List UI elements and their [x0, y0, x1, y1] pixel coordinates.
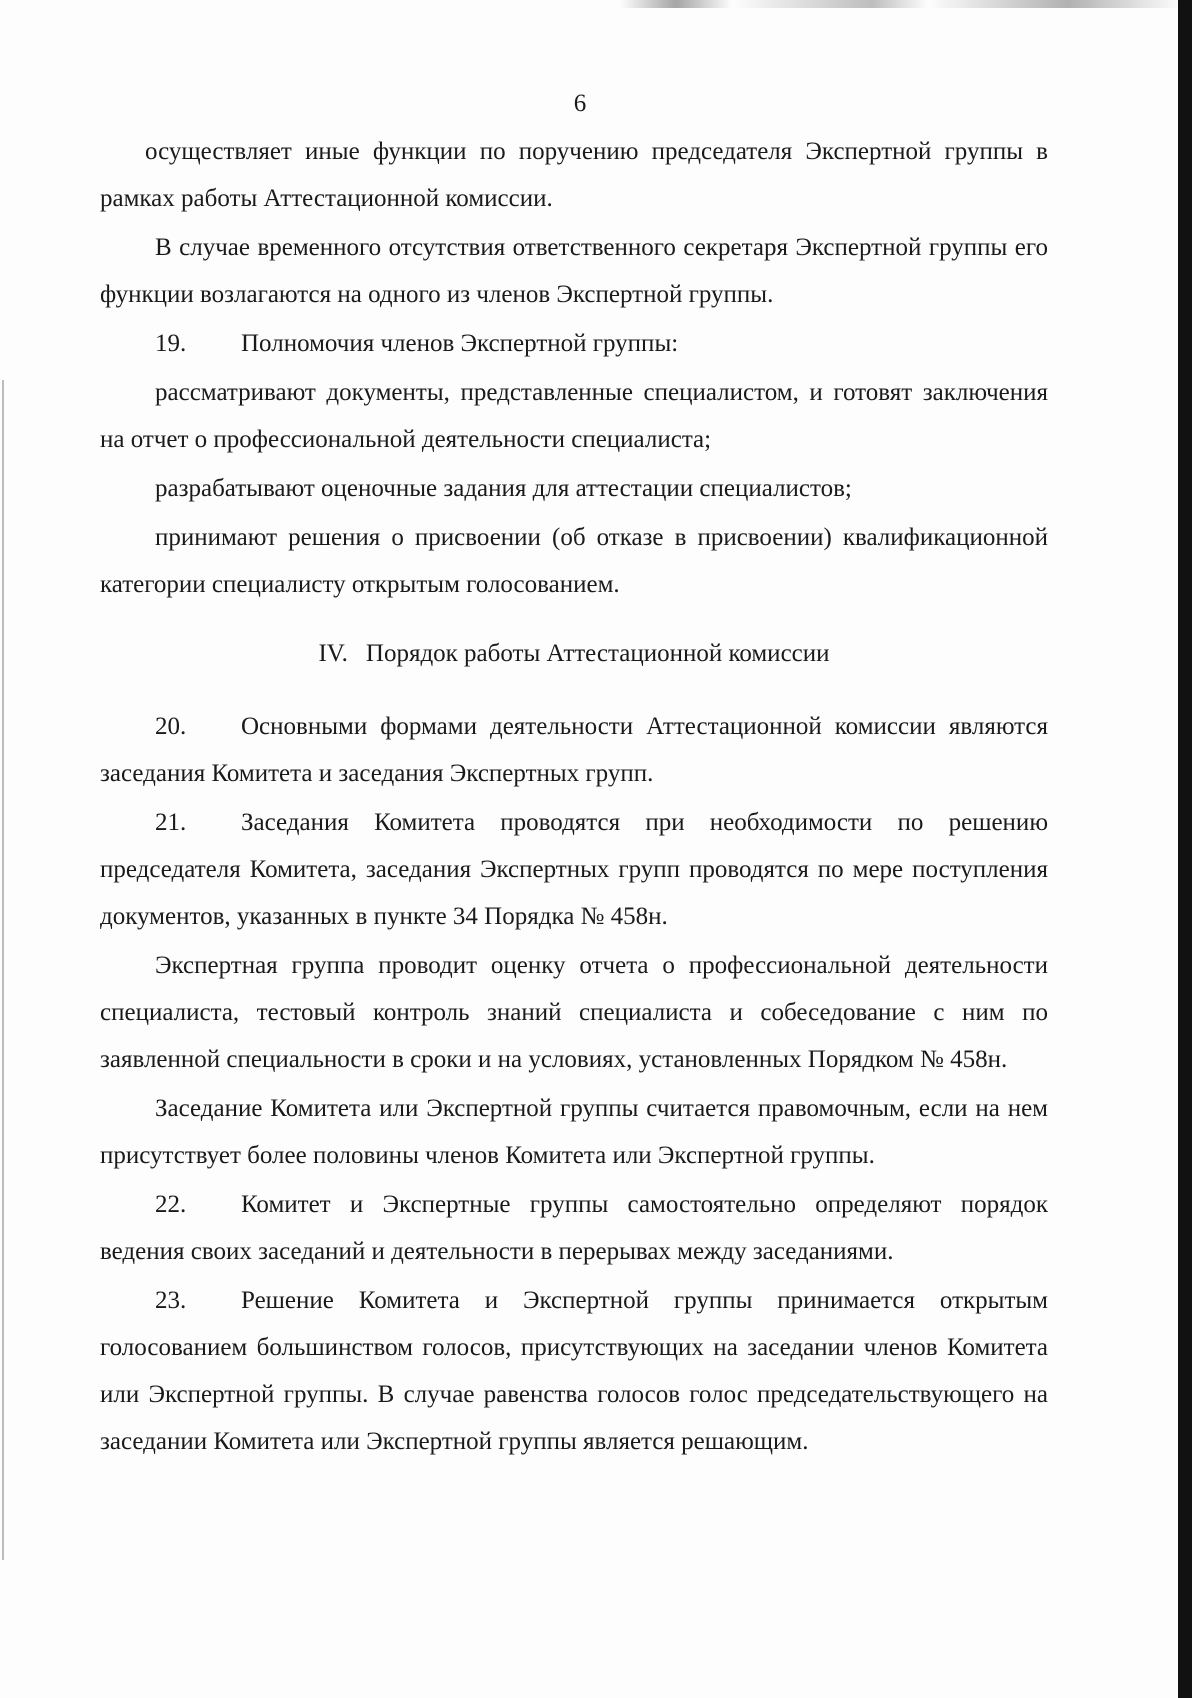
- paragraph: [100, 1181, 1048, 1275]
- paragraph-text: рассматривают документы, представленные специалистом, и готовят заключения на отчет о профессиональной деятельности специалиста;: [100, 379, 1048, 453]
- paragraph: [100, 128, 1048, 222]
- paragraph-number: 23.: [155, 1287, 187, 1314]
- section-number: IV.: [318, 640, 348, 667]
- paragraph-text: Заседание Комитета или Экспертной группы считается правомочным, если на нем присутствует более половины членов Комитета или Экспертной группы.: [100, 1095, 1048, 1169]
- paragraph: [100, 1277, 1048, 1465]
- paragraph-number: 22.: [155, 1191, 187, 1218]
- paragraph: [100, 465, 1048, 512]
- scan-artifact-right-edge: [1178, 0, 1192, 1698]
- paragraph-text: осуществляет иные функции по поручению председателя Экспертной группы в рамках работы Аттестационной комиссии.: [100, 138, 1048, 212]
- paragraph-text: Комитет и Экспертные группы самостоятельно определяют порядок ведения своих заседаний и деятельности в перерывах между заседаниями.: [100, 1191, 1048, 1265]
- paragraph-text: Экспертная группа проводит оценку отчета о профессиональной деятельности специалиста, тестовый контроль знаний специалиста и собеседование с ним по заявленной специальности в сроки и на условиях, установленных Порядком № 458н.: [100, 952, 1048, 1073]
- paragraph: [100, 703, 1048, 797]
- paragraph-text: В случае временного отсутствия ответственного секретаря Экспертной группы его функции возлагаются на одного из членов Экспертной группы.: [100, 234, 1048, 308]
- paragraph-number: 19.: [155, 330, 187, 357]
- paragraph: [100, 320, 1048, 367]
- paragraph: [100, 799, 1048, 940]
- text-block-top: [100, 128, 1048, 1465]
- scan-artifact-top: [620, 0, 1180, 8]
- paragraph-number: 21.: [155, 809, 187, 836]
- paragraph-text: разрабатывают оценочные задания для аттестации специалистов;: [155, 475, 852, 502]
- paragraph-text: Заседания Комитета проводятся при необходимости по решению председателя Комитета, заседания Экспертных групп проводятся по мере поступления документов, указанных в пункте 34 Порядка № 458н.: [100, 809, 1048, 930]
- paragraph: [100, 224, 1048, 318]
- scan-artifact-left-line: [2, 380, 4, 1560]
- page-number: 6: [573, 90, 587, 117]
- paragraph: [100, 514, 1048, 608]
- paragraph-text: Полномочия членов Экспертной группы:: [241, 330, 679, 357]
- paragraph: [100, 942, 1048, 1083]
- section-heading: [100, 630, 1048, 677]
- paragraph-text: Решение Комитета и Экспертной группы принимается открытым голосованием большинством голосов, присутствующих на заседании членов Комитета или Экспертной группы. В случае равенства голосов голос председательствующего на заседании Комитета или Экспертной группы является решающим.: [100, 1287, 1048, 1455]
- paragraph-number: 20.: [155, 713, 187, 740]
- paragraph: [100, 1085, 1048, 1179]
- paragraph: [100, 369, 1048, 463]
- paragraph-text: принимают решения о присвоении (об отказе в присвоении) квалификационной категории специалисту открытым голосованием.: [100, 524, 1048, 598]
- paragraph-text: Основными формами деятельности Аттестационной комиссии являются заседания Комитета и заседания Экспертных групп.: [100, 713, 1048, 787]
- section-title: Порядок работы Аттестационной комиссии: [365, 640, 830, 667]
